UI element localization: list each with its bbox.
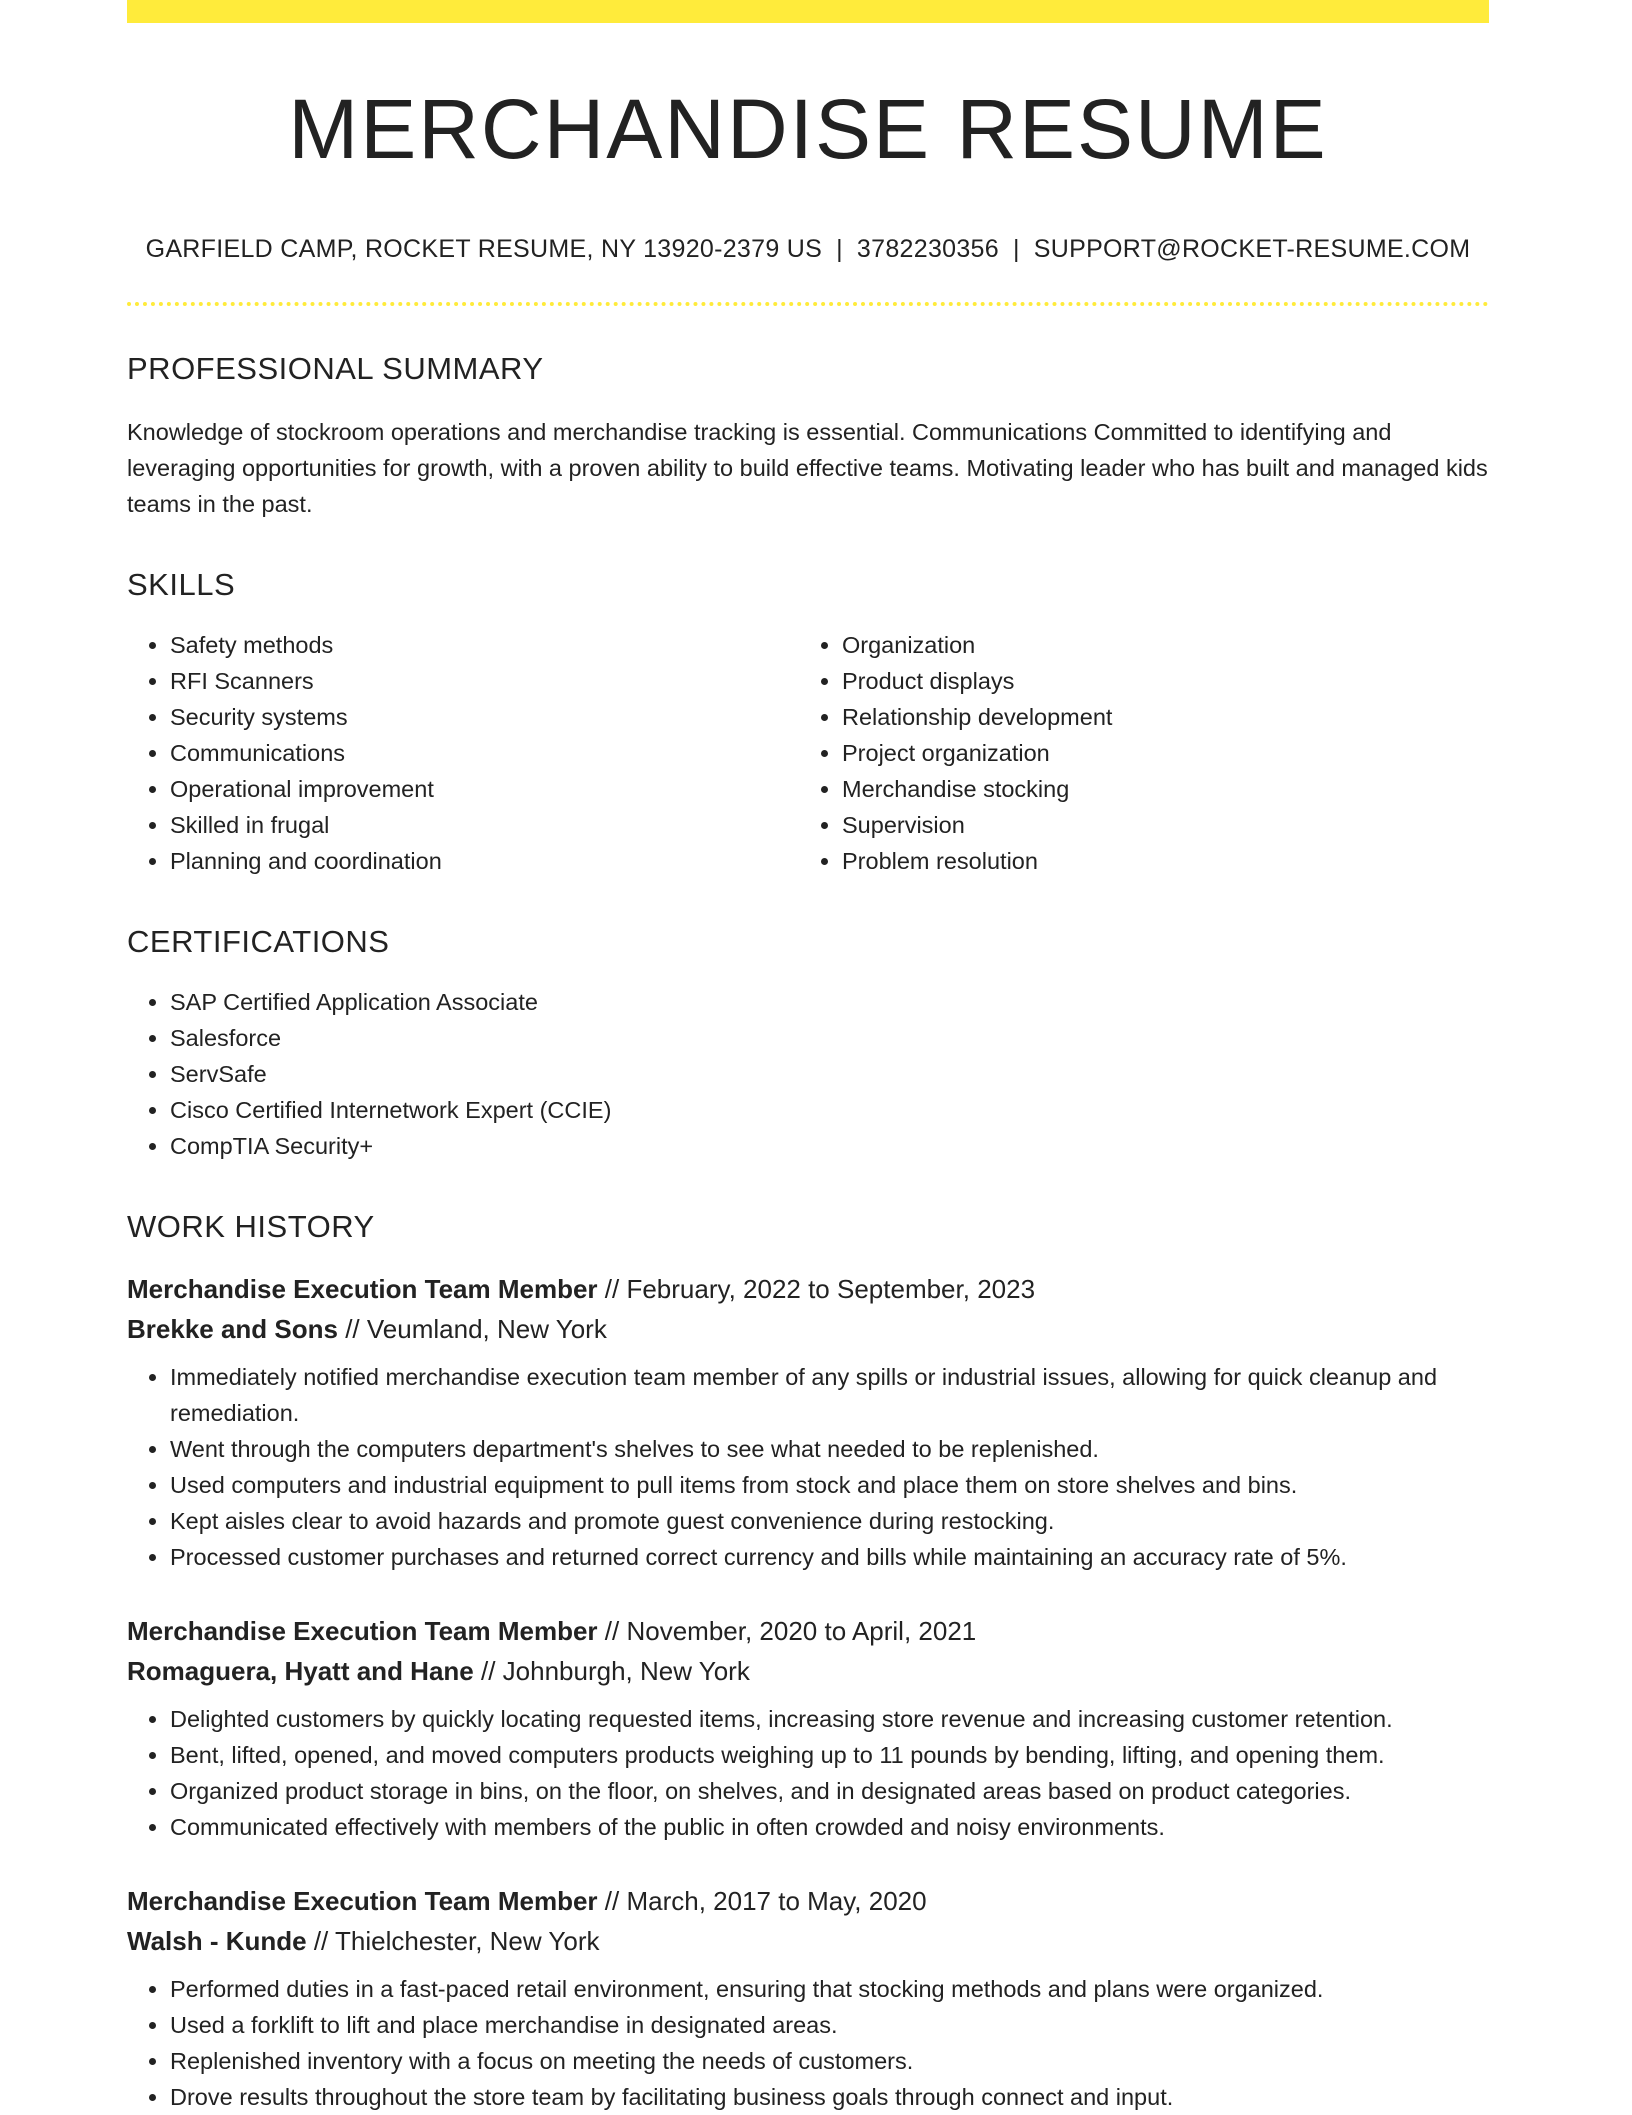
job-separator: //	[597, 1616, 627, 1647]
skills-left-list	[127, 627, 799, 879]
certification-item: • SAP Certified Application Associate	[170, 984, 1489, 1020]
job-duties-list	[127, 1359, 1489, 1575]
job-duties-list	[127, 1971, 1489, 2115]
skills-list	[127, 627, 1489, 879]
job-company-line	[127, 1309, 1489, 1349]
skill-item: • Relationship development	[842, 699, 1471, 735]
skill-item: • Planning and coordination	[170, 843, 799, 879]
contact-email: SUPPORT@ROCKET-RESUME.COM	[1033, 235, 1471, 264]
job-company: Brekke and Sons	[127, 1314, 338, 1345]
job-duty-item: • Immediately notified merchandise execution team member of any spills or industrial issues, allowing for quick cleanup and remediation.	[170, 1359, 1489, 1431]
contact-line	[127, 235, 1489, 264]
job-company: Walsh - Kunde	[127, 1926, 307, 1957]
skill-item: • Security systems	[170, 699, 799, 735]
skill-item: • Organization	[842, 627, 1471, 663]
skills-heading: SKILLS	[127, 566, 236, 602]
job-company: Romaguera, Hyatt and Hane	[127, 1656, 474, 1687]
contact-address: GARFIELD CAMP, ROCKET RESUME, NY 13920-2379 US	[145, 235, 823, 264]
job-duty-item: • Bent, lifted, opened, and moved computers products weighing up to 11 pounds by bending, lifting, and opening them.	[170, 1737, 1489, 1773]
certification-item: • Salesforce	[170, 1020, 1489, 1056]
contact-separator: |	[836, 235, 843, 264]
skill-item: • Problem resolution	[842, 843, 1471, 879]
skill-item: • Communications	[170, 735, 799, 771]
job-duty-item: • Kept aisles clear to avoid hazards and promote guest convenience during restocking.	[170, 1503, 1489, 1539]
certifications-list	[127, 984, 1489, 1164]
job-separator: //	[473, 1656, 503, 1687]
summary-heading: PROFESSIONAL SUMMARY	[127, 351, 544, 387]
job-separator: //	[597, 1886, 627, 1917]
job-company-line	[127, 1651, 1489, 1691]
certification-item: • ServSafe	[170, 1056, 1489, 1092]
summary-text: Knowledge of stockroom operations and merchandise tracking is essential. Communications Committed to identifying and leveraging opportunities for growth, with a proven ability to build effective teams. Motivating leader who has built and managed kids teams in the past.	[127, 418, 1488, 517]
job-location: Thielchester, New York	[335, 1926, 600, 1957]
job-title-line	[127, 1881, 1489, 1921]
job-separator: //	[337, 1314, 367, 1345]
job-duty-item: • Organized product storage in bins, on the floor, on shelves, and in designated areas based on product categories.	[170, 1773, 1489, 1809]
skill-item: • Skilled in frugal	[170, 807, 799, 843]
accent-bar	[127, 0, 1489, 23]
skill-item: • Product displays	[842, 663, 1471, 699]
job-dates: November, 2020 to April, 2021	[626, 1616, 977, 1647]
skill-item: • Merchandise stocking	[842, 771, 1471, 807]
job-entry	[127, 1269, 1489, 1575]
contact-separator: |	[1012, 235, 1020, 264]
job-entry	[127, 1881, 1489, 2115]
job-duty-item: • Used computers and industrial equipment to pull items from stock and place them on store shelves and bins.	[170, 1467, 1489, 1503]
job-duty-item: • Went through the computers department's shelves to see what needed to be replenished.	[170, 1431, 1489, 1467]
job-role: Merchandise Execution Team Member	[127, 1886, 598, 1917]
job-duty-item: • Drove results throughout the store team by facilitating business goals through connect and input.	[170, 2079, 1489, 2115]
skill-item: • Safety methods	[170, 627, 799, 663]
job-duty-item: • Replenished inventory with a focus on meeting the needs of customers.	[170, 2043, 1489, 2079]
skill-item: • Project organization	[842, 735, 1471, 771]
skill-item: • Supervision	[842, 807, 1471, 843]
job-role: Merchandise Execution Team Member	[127, 1274, 598, 1305]
certifications-heading: CERTIFICATIONS	[127, 923, 390, 959]
certification-item: • CompTIA Security+	[170, 1128, 1489, 1164]
job-title-line	[127, 1269, 1489, 1309]
skills-column-right	[799, 627, 1471, 879]
skill-item: • RFI Scanners	[170, 663, 799, 699]
job-location: Veumland, New York	[366, 1314, 607, 1345]
work-history-list	[127, 1269, 1489, 2115]
job-duty-item: • Used a forklift to lift and place merchandise in designated areas.	[170, 2007, 1489, 2043]
job-title-line	[127, 1611, 1489, 1651]
job-duties-list	[127, 1701, 1489, 1845]
job-separator: //	[597, 1274, 627, 1305]
contact-phone: 3782230356	[856, 235, 999, 264]
skill-item: • Operational improvement	[170, 771, 799, 807]
dotted-divider	[127, 302, 1489, 306]
job-duty-item: • Delighted customers by quickly locating requested items, increasing store revenue and increasing customer retention.	[170, 1701, 1489, 1737]
job-duty-item: • Communicated effectively with members of the public in often crowded and noisy environments.	[170, 1809, 1489, 1845]
certification-item: • Cisco Certified Internetwork Expert (CCIE)	[170, 1092, 1489, 1128]
job-dates: February, 2022 to September, 2023	[626, 1274, 1036, 1305]
work-history-heading: WORK HISTORY	[127, 1208, 375, 1244]
resume-title: MERCHANDISE RESUME	[288, 82, 1328, 176]
resume-page	[127, 0, 1489, 2115]
job-dates: March, 2017 to May, 2020	[626, 1886, 927, 1917]
skills-right-list	[799, 627, 1471, 879]
job-company-line	[127, 1921, 1489, 1961]
job-duty-item: • Processed customer purchases and returned correct currency and bills while maintaining an accuracy rate of 5%.	[170, 1539, 1489, 1575]
job-location: Johnburgh, New York	[502, 1656, 750, 1687]
skills-column-left	[127, 627, 799, 879]
job-entry	[127, 1611, 1489, 1845]
job-role: Merchandise Execution Team Member	[127, 1616, 598, 1647]
job-duty-item: • Performed duties in a fast-paced retail environment, ensuring that stocking methods and plans were organized.	[170, 1971, 1489, 2007]
job-separator: //	[306, 1926, 336, 1957]
